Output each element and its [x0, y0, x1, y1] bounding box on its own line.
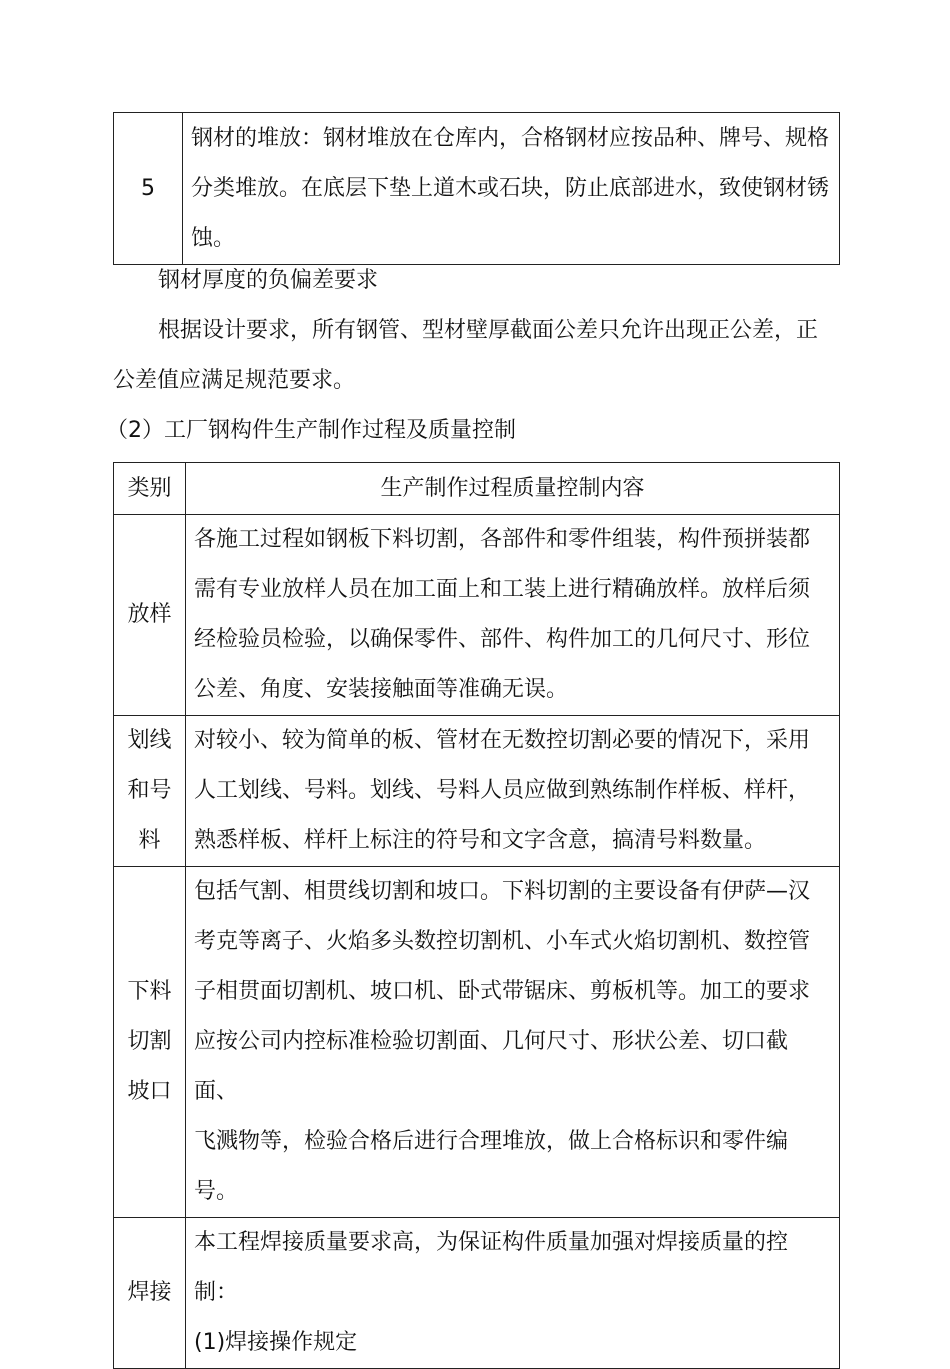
column-header: 生产制作过程质量控制内容 — [186, 463, 840, 515]
content-line: 各施工过程如钢板下料切割，各部件和零件组装，构件预拼装都 — [194, 527, 811, 552]
content-line: 本工程焊接质量要求高，为保证构件质量加强对焊接质量的控制： — [194, 1230, 789, 1305]
table-row — [114, 113, 840, 265]
content-line: 应按公司内控标准检验切割面、几何尺寸、形状公差、切口截面、 — [194, 1029, 789, 1104]
category-cell — [114, 1218, 186, 1369]
column-header: 类别 — [114, 463, 186, 515]
category-label: 坡口 — [127, 1079, 172, 1104]
content-line: 飞溅物等，检验合格后进行合理堆放，做上合格标识和零件编号。 — [194, 1129, 789, 1204]
table-header-row — [114, 463, 840, 515]
content-line: 熟悉样板、样杆上标注的符号和文字含意，搞清号料数量。 — [194, 828, 767, 853]
content-line: 分类堆放。在底层下垫上道木或石块，防止底部进水，致使钢材锈 — [191, 175, 830, 201]
category-cell — [114, 867, 186, 1218]
paragraph-line: 根据设计要求，所有钢管、型材壁厚截面公差只允许出现正公差，正 — [158, 318, 819, 343]
content-line: 蚀。 — [191, 225, 236, 251]
category-label: 下料 — [127, 979, 172, 1004]
category-cell — [114, 716, 186, 867]
section-heading: （2）工厂钢构件生产制作过程及质量控制 — [106, 418, 516, 443]
content-line: 公差、角度、安装接触面等准确无误。 — [194, 677, 569, 702]
table-row — [114, 515, 840, 716]
content-cell — [186, 867, 840, 1218]
content-line: 需有专业放样人员在加工面上和工装上进行精确放样。放样后须 — [194, 577, 811, 602]
section-heading: 钢材厚度的负偏差要求 — [158, 268, 379, 293]
content-line: 对较小、较为简单的板、管材在无数控切割必要的情况下，采用 — [194, 728, 811, 753]
category-cell — [114, 515, 186, 716]
paragraph-line: 公差值应满足规范要求。 — [113, 368, 356, 393]
content-line: 钢材的堆放：钢材堆放在仓库内，合格钢材应按品种、牌号、规格 — [191, 125, 830, 151]
category-label: 焊接 — [127, 1280, 172, 1305]
category-label: 料 — [138, 828, 161, 853]
content-line: 子相贯面切割机、坡口机、卧式带锯床、剪板机等。加工的要求 — [194, 979, 811, 1004]
content-line: 人工划线、号料。划线、号料人员应做到熟练制作样板、样杆， — [194, 778, 811, 803]
table-row — [114, 1218, 840, 1369]
category-label: 放样 — [127, 602, 172, 627]
content-cell — [186, 716, 840, 867]
row-content — [183, 113, 840, 265]
row-number: 5 — [114, 113, 183, 265]
table-row — [114, 716, 840, 867]
content-cell — [186, 515, 840, 716]
content-line: 考克等离子、火焰多头数控切割机、小车式火焰切割机、数控管 — [194, 929, 811, 954]
content-cell — [186, 1218, 840, 1369]
table-row — [114, 867, 840, 1218]
steel-storage-table — [113, 112, 840, 265]
category-label: 切割 — [127, 1029, 172, 1054]
content-line: (1)焊接操作规定 — [194, 1330, 358, 1355]
content-line: 包括气割、相贯线切割和坡口。下料切割的主要设备有伊萨—汉 — [194, 879, 811, 904]
category-label: 划线 — [127, 728, 172, 753]
process-quality-table — [113, 462, 840, 1369]
content-line: 经检验员检验，以确保零件、部件、构件加工的几何尺寸、形位 — [194, 627, 811, 652]
category-label: 和号 — [127, 778, 172, 803]
